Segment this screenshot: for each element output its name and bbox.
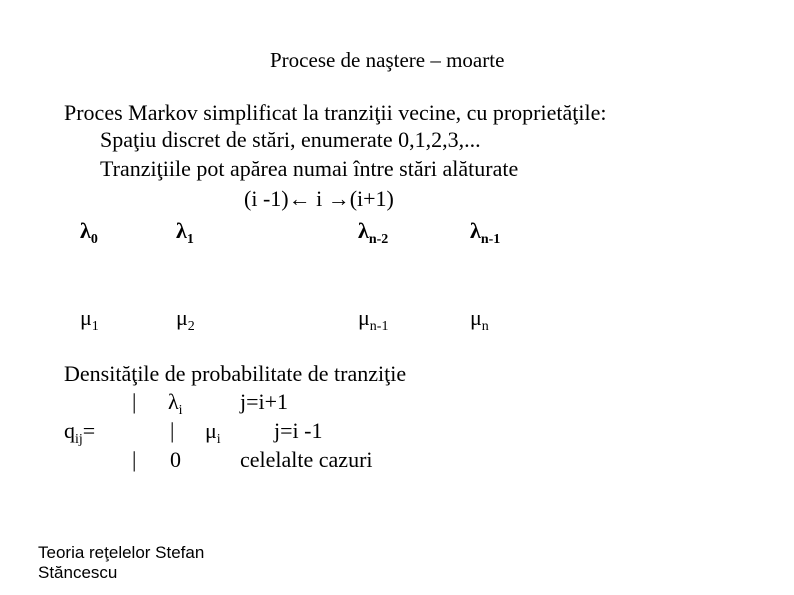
lambda-0: $\lambda_0$: [80, 218, 98, 247]
case-2-bar: |: [170, 418, 175, 443]
mu-2: $\mu_2$: [176, 305, 195, 334]
lambda-n-1: $\lambda_{n-1}$: [470, 218, 501, 247]
transition-diagram-text: (i -1)← i →(i+1): [244, 186, 394, 211]
mu-n-1: $\mu_{n-1}$: [358, 305, 389, 334]
case-1-bar: |: [132, 389, 137, 414]
case-2-condition: j=i -1: [274, 418, 323, 443]
lambda-n-2: $\lambda_{n-2}$: [358, 218, 389, 247]
case-3-condition: celelalte cazuri: [240, 447, 373, 472]
lambda-1: $\lambda_1$: [176, 218, 194, 247]
mu-n: $\mu_n$: [470, 305, 489, 334]
intro-text: Proces Markov simplificat la tranziţii vecine, cu proprietăţile:: [64, 100, 607, 125]
density-heading: Densităţile de probabilitate de tranziţie: [64, 361, 407, 386]
slide-title: Procese de naştere – moarte: [270, 48, 505, 72]
case-3-value: 0: [170, 447, 181, 472]
bullet-adjacent-transitions: Tranziţiile pot apărea numai între stări alăturate: [100, 156, 519, 181]
case-3-bar: |: [132, 447, 137, 472]
case-1-symbol: $\lambda_i$: [168, 389, 183, 418]
case-1-condition: j=i+1: [240, 389, 289, 414]
qij-label: $q_{ij}=$: [64, 418, 96, 447]
case-2-symbol: $\mu_i$: [205, 418, 221, 447]
footer-author: Teoria reţelelor Stefan Stăncescu: [38, 543, 205, 582]
bullet-discrete-states: Spaţiu discret de stări, enumerate 0,1,2,3,...: [100, 127, 481, 152]
mu-1: $\mu_1$: [80, 305, 99, 334]
